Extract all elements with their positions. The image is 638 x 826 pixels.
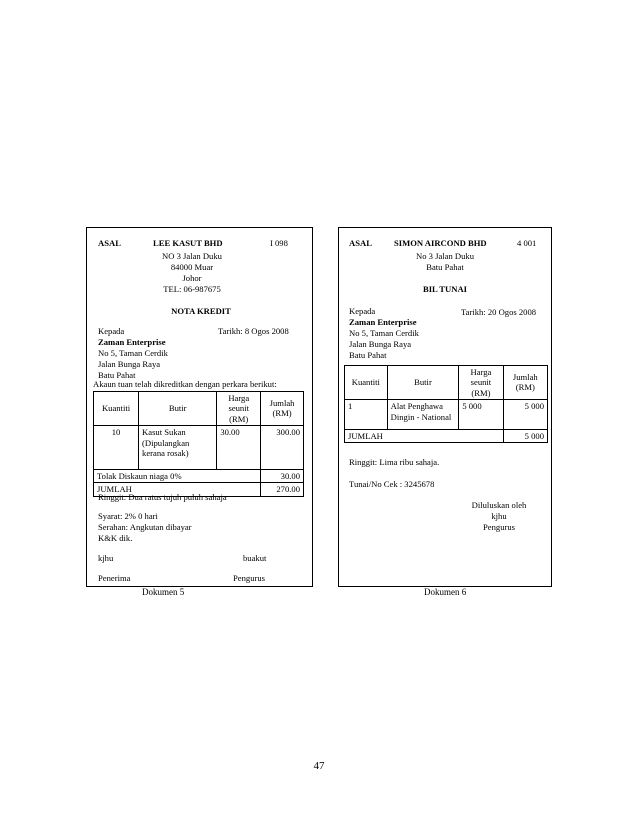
doc5-recipient-address-2: Jalan Bunga Raya — [98, 359, 161, 369]
sum-label: JUMLAH — [94, 483, 261, 496]
doc5-kk: K&K dik. — [98, 533, 133, 543]
doc5-telephone: TEL: 06-987675 — [163, 284, 221, 294]
page-number: 47 — [313, 760, 325, 772]
discount-row — [94, 469, 304, 482]
row-quantity: 10 — [94, 425, 139, 469]
doc5-date: Tarikh: 8 Ogos 2008 — [218, 326, 289, 336]
doc6-company-name: SIMON AIRCOND BHD — [394, 238, 487, 248]
doc5-to-label: Kepada — [98, 326, 125, 336]
doc5-title: NOTA KREDIT — [171, 306, 231, 316]
sum-label: JUMLAH — [345, 429, 504, 442]
sum-value: 270.00 — [261, 483, 304, 496]
doc5-delivery: Serahan: Angkutan dibayar — [98, 522, 192, 532]
sum-row — [345, 429, 548, 442]
row-total: 5 000 — [503, 399, 547, 429]
doc6-address-line-1: No 3 Jalan Duku — [416, 251, 474, 261]
doc6-recipient-name: Zaman Enterprise — [349, 317, 417, 327]
doc6-signature: kjhu — [491, 511, 507, 521]
sum-value: 5 000 — [503, 429, 547, 442]
discount-label: Tolak Diskaun niaga 0% — [94, 469, 261, 482]
doc6-recipient-address-3: Batu Pahat — [349, 350, 387, 360]
doc6-asal-label: ASAL — [349, 238, 372, 248]
row-total: 300.00 — [261, 425, 304, 469]
column-header-quantity: Kuantiti — [94, 392, 139, 426]
doc5-items-table — [93, 391, 304, 497]
doc5-credit-notice: Akaun tuan telah dikreditkan dengan perkara berikut: — [93, 379, 277, 389]
doc6-approved-by: Diluluskan oleh — [471, 500, 527, 510]
column-header-unit-price: Harga seunit (RM) — [217, 392, 261, 426]
column-header-item: Butir — [387, 366, 459, 400]
column-header-unit-price: Harga seunit (RM) — [459, 366, 503, 400]
doc5-address-line-2: 84000 Muar — [170, 262, 214, 272]
doc6-document-number: 4 001 — [517, 238, 537, 248]
doc5-asal-label: ASAL — [98, 238, 121, 248]
doc5-signature-left: kjhu — [98, 553, 114, 563]
doc5-address-line-3: Johor — [182, 273, 202, 283]
document-6-cash-bill — [338, 227, 552, 587]
discount-value: 30.00 — [261, 469, 304, 482]
document-5-credit-note — [86, 227, 313, 587]
doc5-document-number: I 098 — [270, 238, 288, 248]
doc6-to-label: Kepada — [349, 306, 376, 316]
table-row — [94, 425, 304, 469]
column-header-total: Jumlah (RM) — [503, 366, 547, 400]
doc6-role-manager: Pengurus — [483, 522, 515, 532]
column-header-quantity: Kuantiti — [345, 366, 388, 400]
doc5-recipient-address-1: No 5, Taman Cerdik — [98, 348, 168, 358]
row-item: Alat Penghawa Dingin - National — [387, 399, 459, 429]
doc5-signature-right: buakut — [243, 553, 267, 563]
row-unit-price: 30.00 — [217, 425, 261, 469]
doc6-cheque-number: Tunai/No Cek : 3245678 — [349, 479, 435, 489]
doc5-recipient-address-3: Batu Pahat — [98, 370, 136, 380]
row-unit-price: 5 000 — [459, 399, 503, 429]
column-header-item: Butir — [139, 392, 217, 426]
doc5-role-manager: Pengurus — [233, 573, 265, 583]
doc6-recipient-address-2: Jalan Bunga Raya — [349, 339, 412, 349]
table-header-row — [94, 392, 304, 426]
doc6-recipient-address-1: No 5, Taman Cerdik — [349, 328, 419, 338]
doc5-caption: Dokumen 5 — [142, 587, 185, 597]
doc6-title: BIL TUNAI — [422, 284, 468, 294]
doc5-address-line-1: NO 3 Jalan Duku — [162, 251, 222, 261]
doc6-amount-in-words: Ringgit: Lima ribu sahaja. — [349, 457, 440, 467]
doc5-amount-in-words: Ringgit: Dua ratus tujuh puluh sahaja — [98, 492, 227, 502]
table-row — [345, 399, 548, 429]
doc5-recipient-name: Zaman Enterprise — [98, 337, 166, 347]
column-header-total: Jumlah (RM) — [261, 392, 304, 426]
row-quantity: 1 — [345, 399, 388, 429]
doc5-role-recipient: Penerima — [98, 573, 131, 583]
table-header-row — [345, 366, 548, 400]
doc5-company-name: LEE KASUT BHD — [153, 238, 223, 248]
row-item: Kasut Sukan (Dipulangkan kerana rosak) — [139, 425, 217, 469]
doc6-caption: Dokumen 6 — [424, 587, 467, 597]
doc6-address-line-2: Batu Pahat — [426, 262, 464, 272]
doc6-items-table — [344, 365, 548, 443]
doc5-terms: Syarat: 2% 0 hari — [98, 511, 158, 521]
doc6-date: Tarikh: 20 Ogos 2008 — [461, 307, 537, 317]
